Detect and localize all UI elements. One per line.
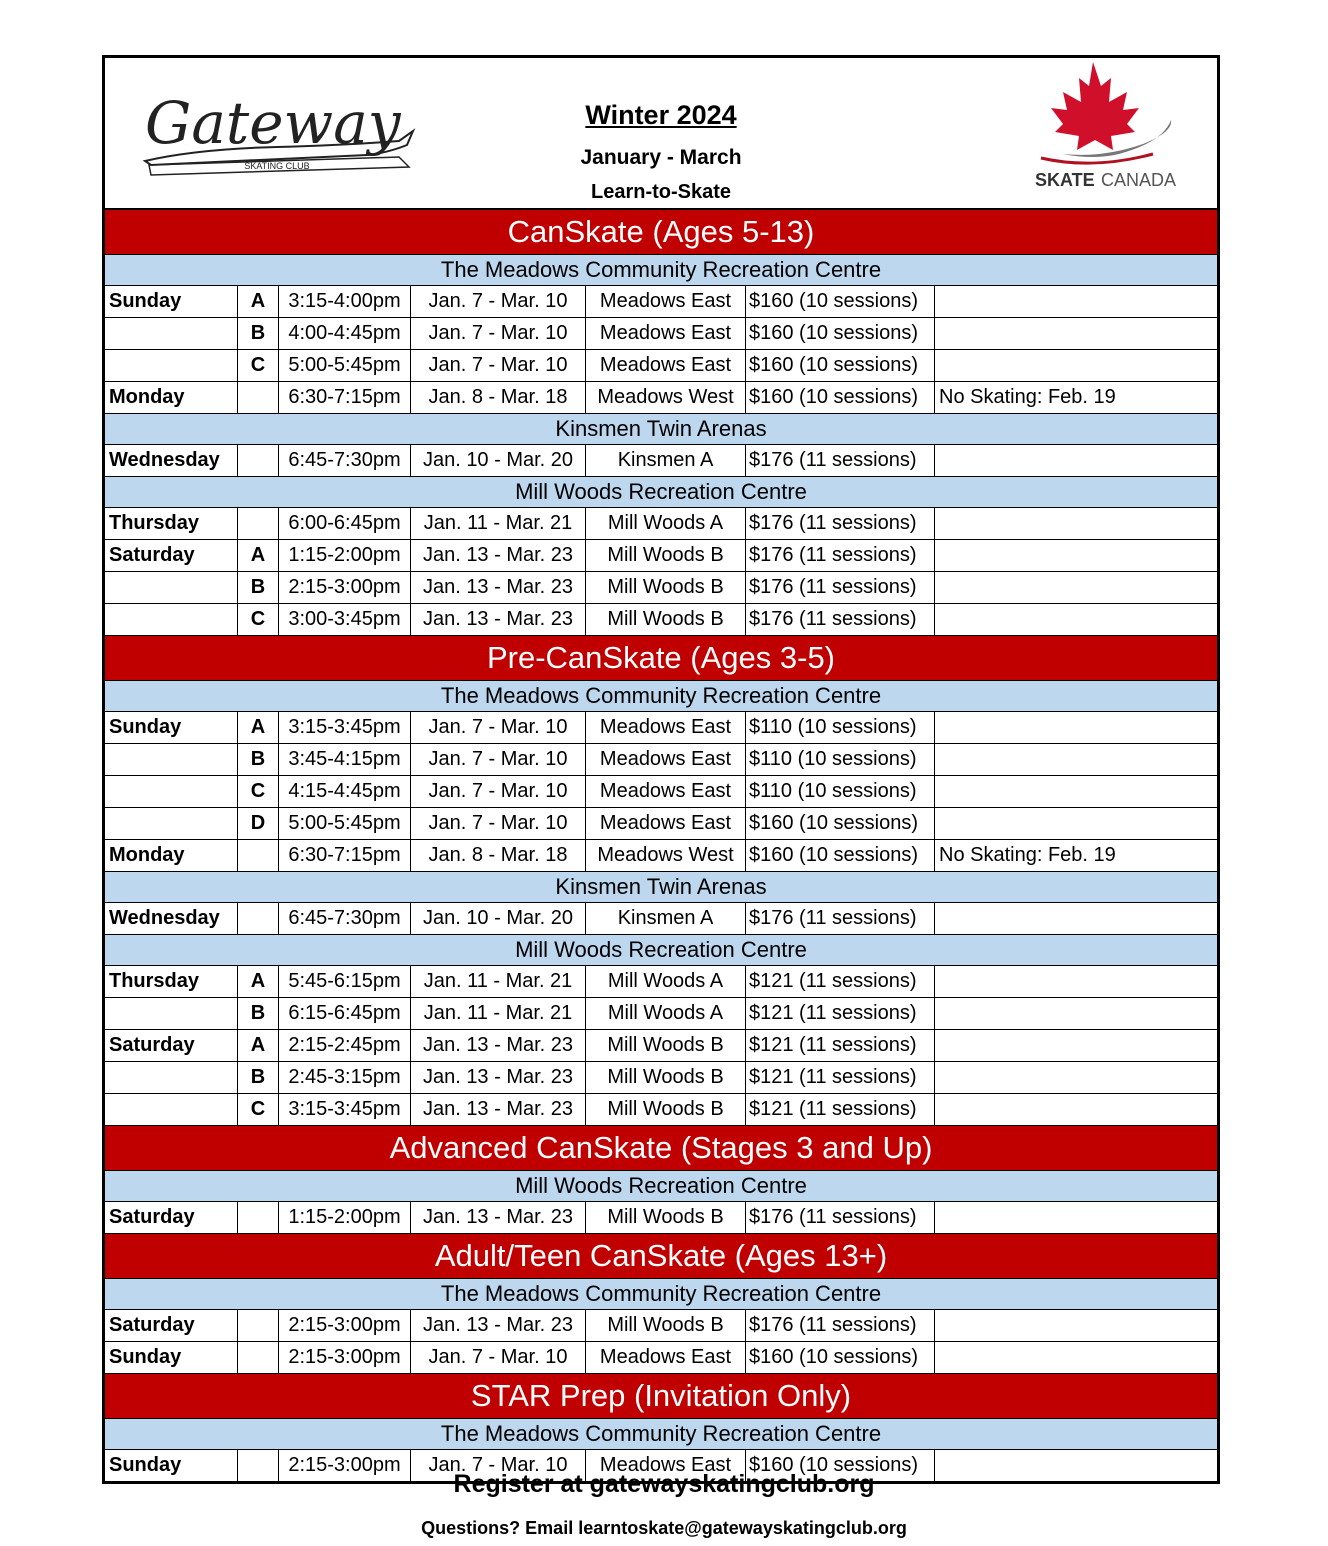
group-cell xyxy=(238,508,279,539)
day-cell: Wednesday xyxy=(105,445,238,476)
group-cell: B xyxy=(238,572,279,603)
note-cell xyxy=(935,1342,1217,1373)
table-row xyxy=(105,903,1217,935)
dates-cell: Jan. 7 - Mar. 10 xyxy=(411,318,586,349)
day-cell xyxy=(105,776,238,807)
time-cell: 5:45-6:15pm xyxy=(279,966,411,997)
note-cell xyxy=(935,1202,1217,1233)
table-row xyxy=(105,1202,1217,1234)
table-row xyxy=(105,1062,1217,1094)
fee-cell: $160 (10 sessions) xyxy=(746,1342,935,1373)
time-cell: 3:15-3:45pm xyxy=(279,1094,411,1125)
note-cell xyxy=(935,318,1217,349)
maple-leaf-icon xyxy=(1051,62,1139,150)
note-cell xyxy=(935,744,1217,775)
day-cell xyxy=(105,604,238,635)
table-row xyxy=(105,966,1217,998)
location-heading: Mill Woods Recreation Centre xyxy=(105,477,1217,508)
rink-cell: Meadows East xyxy=(586,318,746,349)
group-cell: A xyxy=(238,540,279,571)
fee-cell: $176 (11 sessions) xyxy=(746,572,935,603)
schedule-sheet xyxy=(102,55,1220,1484)
group-cell xyxy=(238,840,279,871)
dates-cell: Jan. 7 - Mar. 10 xyxy=(411,808,586,839)
table-row xyxy=(105,840,1217,872)
table-row xyxy=(105,776,1217,808)
fee-cell: $121 (11 sessions) xyxy=(746,1062,935,1093)
day-cell xyxy=(105,572,238,603)
day-cell xyxy=(105,1094,238,1125)
note-cell xyxy=(935,540,1217,571)
day-cell: Saturday xyxy=(105,1030,238,1061)
time-cell: 3:00-3:45pm xyxy=(279,604,411,635)
rink-cell: Meadows East xyxy=(586,286,746,317)
time-cell: 2:45-3:15pm xyxy=(279,1062,411,1093)
table-row xyxy=(105,572,1217,604)
note-cell xyxy=(935,445,1217,476)
table-row xyxy=(105,508,1217,540)
group-cell: C xyxy=(238,776,279,807)
fee-cell: $110 (10 sessions) xyxy=(746,744,935,775)
table-row xyxy=(105,286,1217,318)
note-cell xyxy=(935,776,1217,807)
group-cell xyxy=(238,1202,279,1233)
day-cell: Monday xyxy=(105,840,238,871)
time-cell: 2:15-3:00pm xyxy=(279,1310,411,1341)
location-heading: The Meadows Community Recreation Centre xyxy=(105,255,1217,286)
table-row xyxy=(105,604,1217,636)
note-cell: No Skating: Feb. 19 xyxy=(939,844,1116,866)
day-cell xyxy=(105,744,238,775)
rink-cell: Kinsmen A xyxy=(586,903,746,934)
note-cell xyxy=(935,998,1217,1029)
schedule-header xyxy=(105,58,1217,210)
fee-cell: $160 (10 sessions) xyxy=(746,840,935,871)
location-heading: The Meadows Community Recreation Centre xyxy=(105,1419,1217,1450)
note-cell: No Skating: Feb. 19 xyxy=(939,386,1116,408)
dates-cell: Jan. 8 - Mar. 18 xyxy=(411,840,586,871)
group-cell: D xyxy=(238,808,279,839)
fee-cell: $176 (11 sessions) xyxy=(746,604,935,635)
fee-cell: $176 (11 sessions) xyxy=(746,903,935,934)
group-cell: B xyxy=(238,318,279,349)
table-row xyxy=(105,318,1217,350)
dates-cell: Jan. 7 - Mar. 10 xyxy=(411,286,586,317)
rink-cell: Meadows East xyxy=(586,744,746,775)
gateway-logo-wordmark: Gateway xyxy=(145,89,401,157)
day-cell: Saturday xyxy=(105,540,238,571)
time-cell: 6:30-7:15pm xyxy=(279,382,411,413)
fee-cell: $121 (11 sessions) xyxy=(746,1094,935,1125)
rink-cell: Mill Woods B xyxy=(586,540,746,571)
fee-cell: $160 (10 sessions) xyxy=(746,382,935,413)
table-row xyxy=(105,1310,1217,1342)
dates-cell: Jan. 10 - Mar. 20 xyxy=(411,903,586,934)
note-cell xyxy=(935,350,1217,381)
schedule-program: Learn-to-Skate xyxy=(590,181,732,203)
group-cell: B xyxy=(238,744,279,775)
rink-cell: Meadows East xyxy=(586,1450,746,1481)
group-cell: C xyxy=(238,604,279,635)
rink-cell: Meadows West xyxy=(586,840,746,871)
day-cell: Saturday xyxy=(105,1202,238,1233)
skate-canada-wordmark-bold: SKATE xyxy=(1035,170,1095,190)
fee-cell: $160 (10 sessions) xyxy=(746,808,935,839)
table-row xyxy=(105,712,1217,744)
time-cell: 2:15-2:45pm xyxy=(279,1030,411,1061)
dates-cell: Jan. 11 - Mar. 21 xyxy=(411,998,586,1029)
note-cell xyxy=(935,966,1217,997)
skate-canada-logo xyxy=(1023,58,1193,198)
time-cell: 6:00-6:45pm xyxy=(279,508,411,539)
fee-cell: $160 (10 sessions) xyxy=(746,318,935,349)
table-row xyxy=(105,1030,1217,1062)
dates-cell: Jan. 13 - Mar. 23 xyxy=(411,572,586,603)
rink-cell: Meadows West xyxy=(586,382,746,413)
fee-cell: $121 (11 sessions) xyxy=(746,998,935,1029)
gateway-logo-subtitle: SKATING CLUB xyxy=(244,161,310,171)
day-cell: Thursday xyxy=(105,508,238,539)
dates-cell: Jan. 11 - Mar. 21 xyxy=(411,508,586,539)
day-cell: Sunday xyxy=(105,286,238,317)
group-cell: B xyxy=(238,998,279,1029)
dates-cell: Jan. 7 - Mar. 10 xyxy=(411,744,586,775)
schedule-table xyxy=(105,210,1217,1481)
note-cell xyxy=(935,1310,1217,1341)
note-cell xyxy=(935,604,1217,635)
day-cell: Sunday xyxy=(105,1450,238,1481)
table-row xyxy=(105,350,1217,382)
group-cell xyxy=(238,445,279,476)
fee-cell: $110 (10 sessions) xyxy=(746,776,935,807)
time-cell: 3:45-4:15pm xyxy=(279,744,411,775)
time-cell: 6:15-6:45pm xyxy=(279,998,411,1029)
rink-cell: Meadows East xyxy=(586,712,746,743)
note-cell xyxy=(935,1030,1217,1061)
dates-cell: Jan. 7 - Mar. 10 xyxy=(411,350,586,381)
rink-cell: Mill Woods A xyxy=(586,998,746,1029)
rink-cell: Meadows East xyxy=(586,808,746,839)
rink-cell: Mill Woods B xyxy=(586,1202,746,1233)
day-cell: Sunday xyxy=(105,712,238,743)
group-cell: A xyxy=(238,1030,279,1061)
rink-cell: Meadows East xyxy=(586,776,746,807)
note-cell xyxy=(935,1062,1217,1093)
register-note: Register at gatewayskatingclub.org xyxy=(453,1470,875,1498)
location-heading: Mill Woods Recreation Centre xyxy=(105,935,1217,966)
rink-cell: Mill Woods B xyxy=(586,604,746,635)
note-cell xyxy=(935,1094,1217,1125)
note-cell xyxy=(935,712,1217,743)
dates-cell: Jan. 7 - Mar. 10 xyxy=(411,1342,586,1373)
table-row xyxy=(105,998,1217,1030)
time-cell: 2:15-3:00pm xyxy=(279,572,411,603)
time-cell: 2:15-3:00pm xyxy=(279,1342,411,1373)
location-heading: Kinsmen Twin Arenas xyxy=(105,872,1217,903)
day-cell xyxy=(105,1062,238,1093)
note-cell xyxy=(935,808,1217,839)
note-cell xyxy=(935,286,1217,317)
time-cell: 1:15-2:00pm xyxy=(279,1202,411,1233)
note-cell xyxy=(935,903,1217,934)
note-cell xyxy=(935,572,1217,603)
day-cell xyxy=(105,998,238,1029)
questions-note: Questions? Email learntoskate@gatewayskatingclub.org xyxy=(421,1518,907,1538)
day-cell: Monday xyxy=(105,382,238,413)
group-cell: A xyxy=(238,286,279,317)
program-heading: Advanced CanSkate (Stages 3 and Up) xyxy=(105,1126,1217,1171)
fee-cell: $176 (11 sessions) xyxy=(746,540,935,571)
time-cell: 4:00-4:45pm xyxy=(279,318,411,349)
fee-cell: $110 (10 sessions) xyxy=(746,712,935,743)
dates-cell: Jan. 13 - Mar. 23 xyxy=(411,1310,586,1341)
skate-canada-wordmark-light: CANADA xyxy=(1101,170,1177,190)
location-heading: Kinsmen Twin Arenas xyxy=(105,414,1217,445)
time-cell: 6:45-7:30pm xyxy=(279,903,411,934)
dates-cell: Jan. 13 - Mar. 23 xyxy=(411,1030,586,1061)
group-cell xyxy=(238,1310,279,1341)
table-row xyxy=(105,1094,1217,1126)
fee-cell: $121 (11 sessions) xyxy=(746,1030,935,1061)
time-cell: 3:15-4:00pm xyxy=(279,286,411,317)
table-row xyxy=(105,744,1217,776)
program-heading: Adult/Teen CanSkate (Ages 13+) xyxy=(105,1234,1217,1279)
fee-cell: $176 (11 sessions) xyxy=(746,1202,935,1233)
program-heading: CanSkate (Ages 5-13) xyxy=(105,210,1217,255)
fee-cell: $160 (10 sessions) xyxy=(746,350,935,381)
group-cell xyxy=(238,382,279,413)
group-cell: B xyxy=(238,1062,279,1093)
day-cell xyxy=(105,350,238,381)
rink-cell: Kinsmen A xyxy=(586,445,746,476)
day-cell xyxy=(105,808,238,839)
rink-cell: Mill Woods B xyxy=(586,572,746,603)
group-cell: C xyxy=(238,350,279,381)
time-cell: 1:15-2:00pm xyxy=(279,540,411,571)
day-cell: Saturday xyxy=(105,1310,238,1341)
group-cell: A xyxy=(238,966,279,997)
dates-cell: Jan. 7 - Mar. 10 xyxy=(411,1450,586,1481)
time-cell: 5:00-5:45pm xyxy=(279,808,411,839)
schedule-title: Winter 2024 xyxy=(585,100,737,130)
group-cell xyxy=(238,903,279,934)
rink-cell: Mill Woods A xyxy=(586,508,746,539)
day-cell: Thursday xyxy=(105,966,238,997)
rink-cell: Mill Woods B xyxy=(586,1310,746,1341)
rink-cell: Meadows East xyxy=(586,1342,746,1373)
rink-cell: Mill Woods A xyxy=(586,966,746,997)
fee-cell: $176 (11 sessions) xyxy=(746,1310,935,1341)
schedule-dates: January - March xyxy=(580,146,742,169)
group-cell: C xyxy=(238,1094,279,1125)
dates-cell: Jan. 7 - Mar. 10 xyxy=(411,776,586,807)
table-row xyxy=(105,382,1217,414)
location-heading: The Meadows Community Recreation Centre xyxy=(105,681,1217,712)
dates-cell: Jan. 7 - Mar. 10 xyxy=(411,712,586,743)
time-cell: 6:45-7:30pm xyxy=(279,445,411,476)
fee-cell: $160 (10 sessions) xyxy=(746,1450,935,1481)
dates-cell: Jan. 10 - Mar. 20 xyxy=(411,445,586,476)
rink-cell: Meadows East xyxy=(586,350,746,381)
group-cell xyxy=(238,1342,279,1373)
program-heading: STAR Prep (Invitation Only) xyxy=(105,1374,1217,1419)
table-row xyxy=(105,540,1217,572)
rink-cell: Mill Woods B xyxy=(586,1062,746,1093)
dates-cell: Jan. 13 - Mar. 23 xyxy=(411,1062,586,1093)
table-row xyxy=(105,1342,1217,1374)
rink-cell: Mill Woods B xyxy=(586,1094,746,1125)
time-cell: 4:15-4:45pm xyxy=(279,776,411,807)
table-row xyxy=(105,808,1217,840)
day-cell xyxy=(105,318,238,349)
dates-cell: Jan. 13 - Mar. 23 xyxy=(411,604,586,635)
program-heading: Pre-CanSkate (Ages 3-5) xyxy=(105,636,1217,681)
day-cell: Wednesday xyxy=(105,903,238,934)
rink-cell: Mill Woods B xyxy=(586,1030,746,1061)
dates-cell: Jan. 13 - Mar. 23 xyxy=(411,540,586,571)
fee-cell: $176 (11 sessions) xyxy=(746,508,935,539)
time-cell: 5:00-5:45pm xyxy=(279,350,411,381)
fee-cell: $160 (10 sessions) xyxy=(746,286,935,317)
dates-cell: Jan. 13 - Mar. 23 xyxy=(411,1202,586,1233)
dates-cell: Jan. 11 - Mar. 21 xyxy=(411,966,586,997)
location-heading: The Meadows Community Recreation Centre xyxy=(105,1279,1217,1310)
group-cell: A xyxy=(238,712,279,743)
dates-cell: Jan. 8 - Mar. 18 xyxy=(411,382,586,413)
table-row xyxy=(105,445,1217,477)
time-cell: 2:15-3:00pm xyxy=(279,1450,411,1481)
day-cell: Sunday xyxy=(105,1342,238,1373)
time-cell: 6:30-7:15pm xyxy=(279,840,411,871)
fee-cell: $121 (11 sessions) xyxy=(746,966,935,997)
note-cell xyxy=(935,508,1217,539)
fee-cell: $176 (11 sessions) xyxy=(746,445,935,476)
location-heading: Mill Woods Recreation Centre xyxy=(105,1171,1217,1202)
time-cell: 3:15-3:45pm xyxy=(279,712,411,743)
dates-cell: Jan. 13 - Mar. 23 xyxy=(411,1094,586,1125)
